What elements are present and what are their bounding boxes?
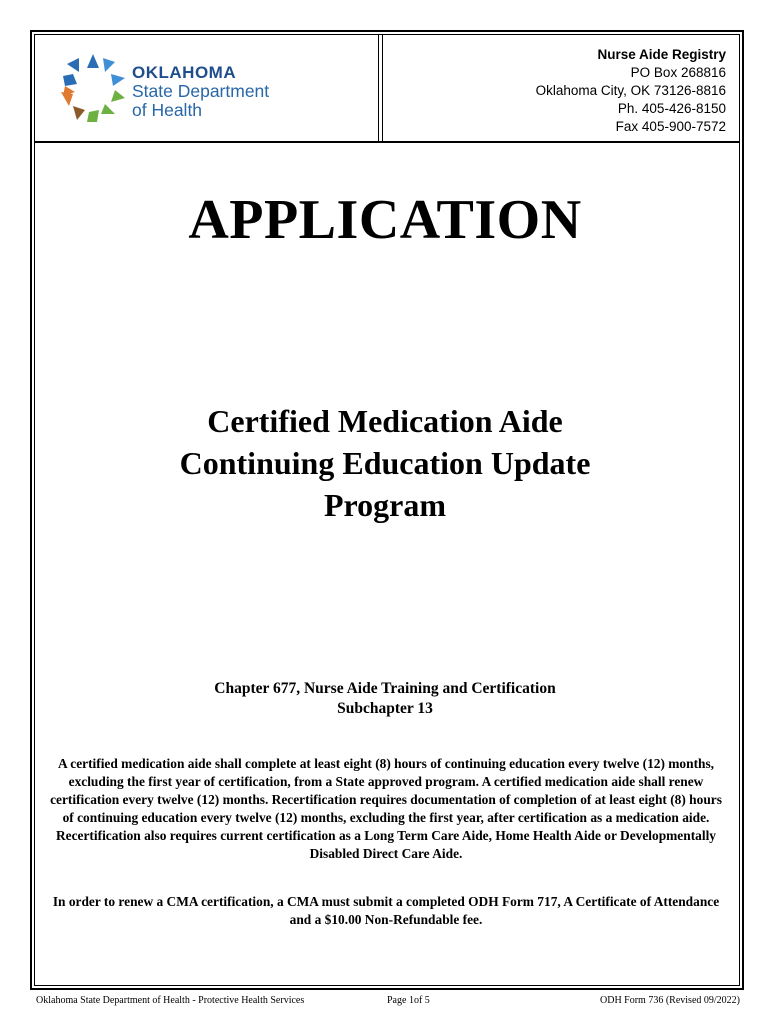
registry-address-block bbox=[536, 46, 726, 136]
program-title-line: Continuing Education Update bbox=[179, 445, 591, 481]
registry-phone: Ph. 405-426-8150 bbox=[617, 101, 726, 116]
logo-cell bbox=[34, 34, 383, 141]
header-table bbox=[34, 34, 740, 143]
registry-city: Oklahoma City, OK 73126-8816 bbox=[535, 83, 726, 98]
oklahoma-star-logo-icon bbox=[59, 52, 127, 124]
requirements-paragraph: A certified medication aide shall complete at least eight (8) hours of continuing education every twelve (12) months, excluding the first year of certification, from a State approved program. A certified medication aide shall renew certification every twelve (12) months. Recertification requires documentation of completion of at least eight (8) hours of continuing education every twelve (12) months, excluding the first year, after certification as a medication aide. Recertification also requires current certification as a Long Term Care Aide, Home Health Aide or Developmentally Disabled Direct Care Aide. bbox=[50, 756, 722, 861]
footer-page-number: Page 1of 5 bbox=[387, 995, 430, 1006]
footer-agency: Oklahoma State Department of Health - Protective Health Services bbox=[36, 995, 305, 1006]
footer-form-number: ODH Form 736 (Revised 09/2022) bbox=[600, 995, 740, 1006]
registry-po-box: PO Box 268816 bbox=[630, 65, 726, 80]
registry-title: Nurse Aide Registry bbox=[597, 47, 726, 62]
chapter-reference bbox=[0, 679, 770, 719]
logo-line-state-department: State Department bbox=[132, 81, 270, 101]
document-title: APPLICATION bbox=[188, 189, 582, 251]
renewal-paragraph: In order to renew a CMA certification, a CMA must submit a completed ODH Form 717, A Certificate of Attendance and a $10.00 Non-Refundable fee. bbox=[52, 894, 720, 927]
registry-fax: Fax 405-900-7572 bbox=[615, 119, 726, 134]
program-title-line: Program bbox=[323, 487, 447, 523]
program-title-line: Certified Medication Aide bbox=[207, 403, 563, 439]
logo-line-oklahoma: OKLAHOMA bbox=[132, 63, 237, 82]
logo-line-of-health: of Health bbox=[132, 99, 203, 120]
agency-logo-text bbox=[132, 64, 269, 119]
subchapter-line: Subchapter 13 bbox=[337, 700, 433, 717]
chapter-line: Chapter 677, Nurse Aide Training and Certification bbox=[214, 680, 556, 697]
program-title bbox=[0, 400, 770, 526]
